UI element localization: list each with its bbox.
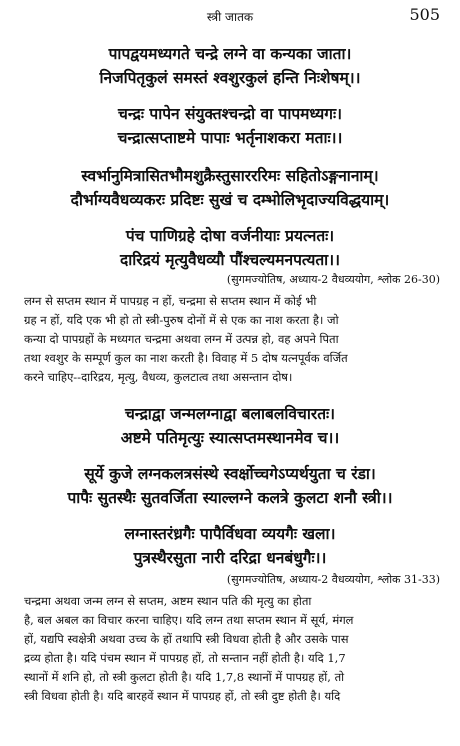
verse-line: अष्टमे पतिमृत्युः स्यात्सप्तमस्थानमेव च।। — [120, 428, 340, 447]
verse-line: दारिद्रयं मृत्युवैधव्यौ पौंश्चल्यमनपत्यता।। — [120, 250, 340, 269]
paragraph-line: हों, यद्यपि स्वक्षेत्री अथवा उच्च के हों तथापि स्त्री विधवा होती है और उसके पास — [24, 632, 349, 646]
verse-line: चन्द्राद्वा जन्मलग्नाद्वा बलाबलविचारतः। — [124, 404, 336, 423]
verse-line: पापद्वयमध्यगते चन्द्रे लग्ने वा कन्यका जाता। — [108, 44, 352, 63]
verse-line: चन्द्रात्सप्ताष्टमे पापाः भर्तृनाशकरा मताः।। — [117, 128, 343, 147]
page-number: 505 — [409, 5, 440, 24]
paragraph-line: लग्न से सप्तम स्थान में पापग्रह न हों, चन्द्रमा से सप्तम स्थान में कोई भी — [24, 294, 317, 308]
verse-line: पुत्रस्थैरसुता नारी दरिद्रा धनबंधुगैः।। — [133, 548, 327, 567]
verse-line: पंच पाणिग्रहे दोषा वर्जनीयाः प्रयत्नतः। — [125, 226, 335, 245]
citation: (सुगमज्योतिष, अध्याय-2 वैधव्ययोग, श्लोक 26-30) — [226, 273, 440, 286]
verse-line: निजपितृकुलं समस्तं श्वशुरकुलं हन्ति निःशेषम्।। — [99, 68, 361, 87]
paragraph-line: है, बल अबल का विचार करना चाहिए। यदि लग्न तथा सप्तम स्थान में सूर्य, मंगल — [24, 613, 354, 627]
commentary-paragraph — [24, 592, 440, 706]
paragraph-line: कन्या दो पापग्रहों के मध्यगत चन्द्रमा अथवा लग्न में उत्पन्न हो, वह अपने पिता — [24, 332, 339, 346]
paragraph-line: स्थानों में शनि हो, तो स्त्री कुलटा होती है। यदि 1,7,8 स्थानों में पापग्रह हों, तो — [24, 670, 345, 684]
paragraph-line: स्त्री विधवा होती है। यदि बारहवें स्थान में पापग्रह हों, तो स्त्री दुष्ट होती है। यदि — [24, 689, 341, 703]
verse-line: दौर्भाग्यवैधव्यकरः प्रदिष्टः सुखं च दम्भोलिभृदाज्यविद्धयाम्। — [70, 190, 390, 209]
paragraph-line: करने चाहिए--दारिद्रय, मृत्यु, वैधव्य, कुलटात्व तथा असन्तान दोष। — [24, 370, 293, 384]
page-header — [0, 4, 460, 28]
running-title: स्त्री जातक — [206, 10, 254, 24]
commentary-paragraph — [24, 292, 440, 387]
verse-line: चन्द्रः पापेन संयुक्तश्चन्द्रो वा पापमध्यगः। — [118, 104, 342, 123]
verse-line: लग्नास्तरंध्रगैः पापैर्विधवा व्ययगैः खला। — [124, 524, 336, 543]
verse-line: पापैः सुतस्थैः सुतवर्जिता स्याल्लग्ने कलत्रे कुलटा शनौ स्त्री।। — [67, 488, 393, 507]
paragraph-line: तथा श्वशुर के सम्पूर्ण कुल का नाश करती है। विवाह में 5 दोष यत्नपूर्वक वर्जित — [24, 351, 348, 365]
citation: (सुगमज्योतिष, अध्याय-2 वैधव्ययोग, श्लोक 31-33) — [226, 573, 440, 586]
paragraph-line: द्रव्य होता है। यदि पंचम स्थान में पापग्रह हों, तो सन्तान नहीं होती है। यदि 1,7 — [24, 651, 346, 665]
verse-line: स्वर्भानुमित्रासितभौमशुक्रैस्तुसारररिमः सहितोऽङ्गनानाम्। — [81, 166, 379, 185]
verse-line: सूर्ये कुजे लग्नकलत्रसंस्थे स्वर्क्षोच्चगेऽप्यर्थयुता च रंडा। — [84, 464, 376, 483]
paragraph-line: चन्द्रमा अथवा जन्म लग्न से सप्तम, अष्टम स्थान पति की मृत्यु का होता — [24, 594, 312, 608]
paragraph-line: ग्रह न हों, यदि एक भी हो तो स्त्री-पुरुष दोनों में से एक का नाश करता है। जो — [24, 313, 339, 327]
